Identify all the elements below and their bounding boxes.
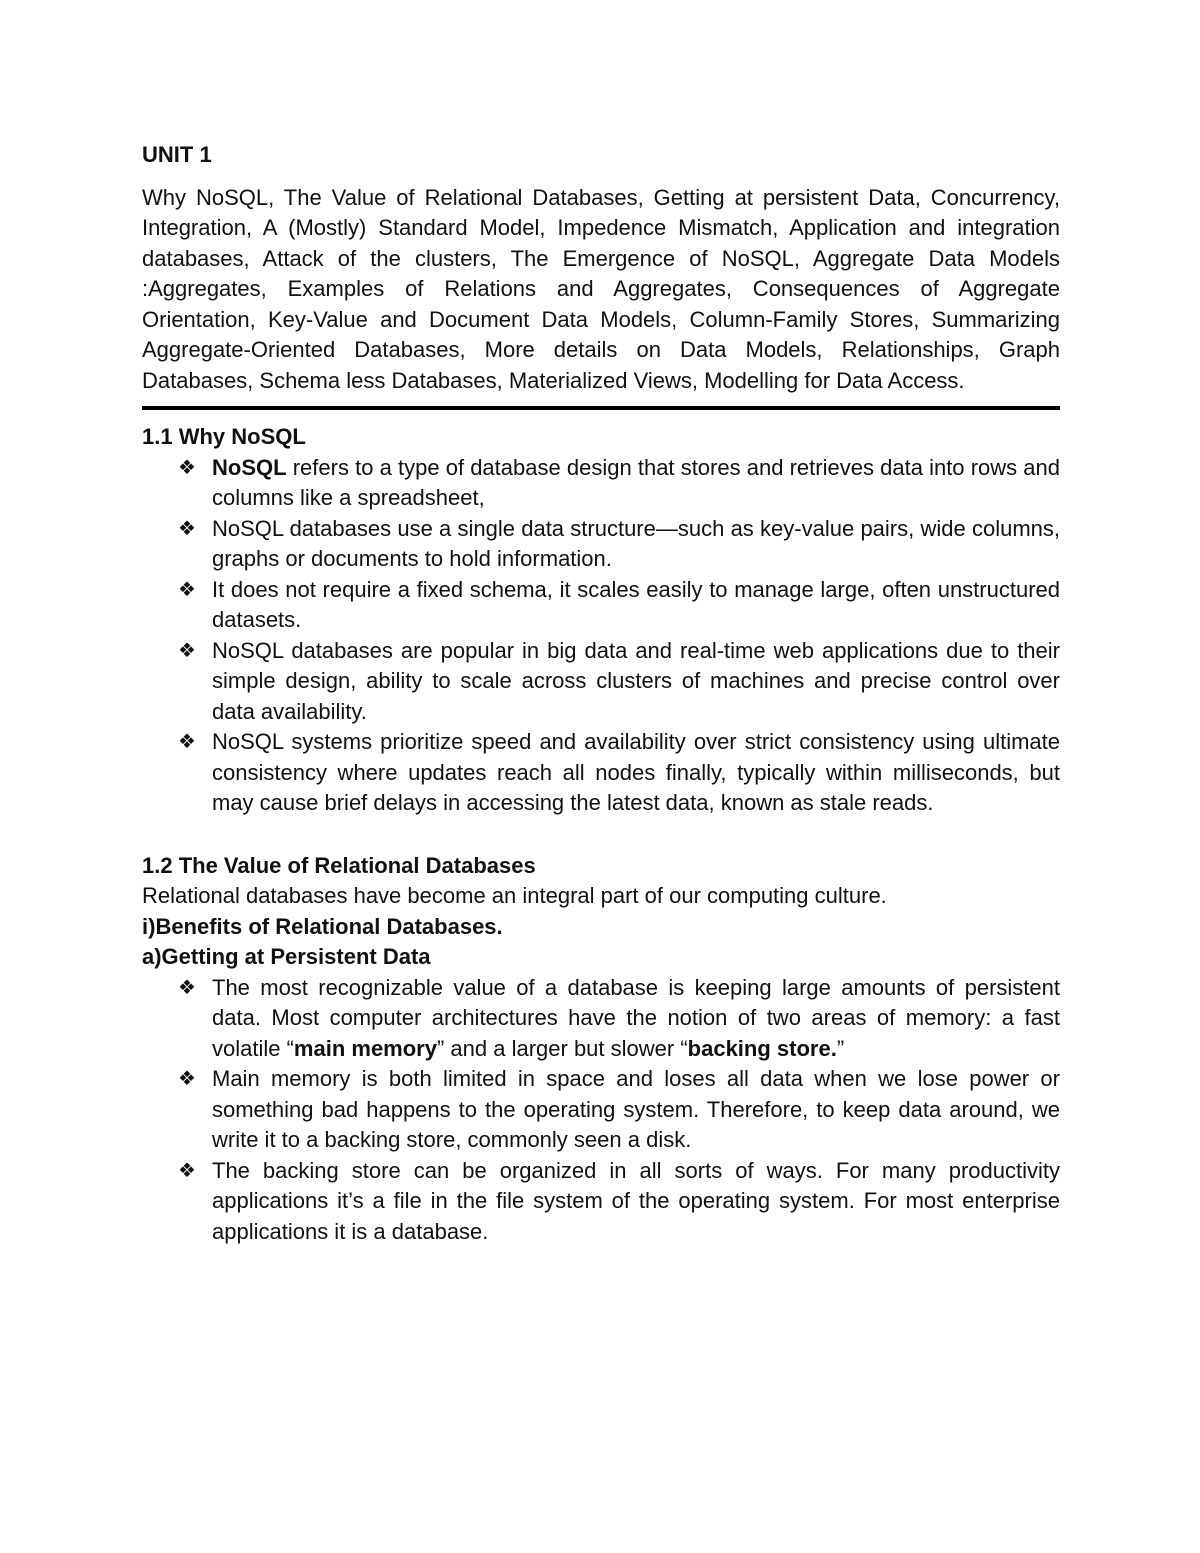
document-page: [142, 140, 1060, 1247]
why-nosql-list: [142, 453, 1060, 819]
list-item: [178, 973, 1060, 1065]
list-item: [178, 1064, 1060, 1156]
list-item-text: NoSQL systems prioritize speed and availability over strict consistency using ultimate consistency where updates reach all nodes finally, typically within milliseconds, but may cause brief delays in accessing the latest data, known as stale reads.: [212, 729, 1060, 815]
list-item: [178, 1156, 1060, 1248]
four-point-star-outline-icon: ❖: [178, 578, 196, 601]
list-item: [178, 636, 1060, 728]
four-point-star-outline-icon: ❖: [178, 639, 196, 662]
four-point-star-outline-icon: ❖: [178, 517, 196, 540]
unit-title: UNIT 1: [142, 142, 212, 167]
list-item: [178, 575, 1060, 636]
list-item: [178, 727, 1060, 819]
list-item-text: NoSQL databases use a single data structure—such as key-value pairs, wide columns, graphs or documents to hold information.: [212, 515, 1060, 571]
section-heading-why-nosql: 1.1 Why NoSQL: [142, 424, 306, 449]
list-item-text: The backing store can be organized in all sorts of ways. For many productivity applications it’s a file in the file system of the operating system. For most enterprise applications it is a database.: [212, 1157, 1060, 1244]
list-item-text: The most recognizable value of a database is keeping large amounts of persistent data. Most computer architectures have the notion of two areas of memory: a fast volatile “: [212, 974, 1060, 1061]
list-item-text: refers to a type of database design that stores and retrieves data into rows and columns like a spreadsheet,: [212, 454, 1060, 510]
spacer: [142, 819, 1060, 851]
four-point-star-outline-icon: ❖: [178, 1159, 196, 1182]
persistent-data-list: [142, 973, 1060, 1248]
unit-syllabus: Why NoSQL, The Value of Relational Databases, Getting at persistent Data, Concurrency, Integration, A (Mostly) Standard Model, Impedence Mismatch, Application and integration databases, Attack of the clusters, The Emergence of NoSQL, Aggregate Data Models :Aggregates, Examples of Relations and Aggregates, Consequences of Aggregate Orientation, Key-Value and Document Data Models, Column-Family Stores, Summarizing Aggregate-Oriented Databases, More details on Data Models, Relationships, Graph Databases, Schema less Databases, Materialized Views, Modelling for Data Access.: [142, 184, 1060, 393]
four-point-star-outline-icon: ❖: [178, 456, 196, 479]
bold-term: main memory: [293, 1035, 437, 1061]
bold-term: NoSQL: [212, 454, 287, 480]
four-point-star-outline-icon: ❖: [178, 976, 196, 999]
section-heading-relational-value: 1.2 The Value of Relational Databases: [142, 852, 536, 878]
subheading-persistent-data: a)Getting at Persistent Data: [142, 944, 431, 969]
four-point-star-outline-icon: ❖: [178, 731, 196, 753]
four-point-star-outline-icon: ❖: [178, 1068, 196, 1090]
list-item: [178, 453, 1060, 514]
bold-term: backing store.: [687, 1035, 837, 1061]
section-divider: [142, 406, 1060, 410]
list-item-text: NoSQL databases are popular in big data and real-time web applications due to their simple design, ability to scale across clusters of machines and precise control over data availability.: [212, 637, 1060, 724]
list-item-text: It does not require a fixed schema, it scales easily to manage large, often unstructured datasets.: [212, 576, 1060, 632]
list-item-text: Main memory is both limited in space and loses all data when we lose power or something bad happens to the operating system. Therefore, to keep data around, we write it to a backing store, commonly seen a disk.: [212, 1066, 1060, 1152]
subheading-benefits: i)Benefits of Relational Databases.: [142, 913, 503, 939]
list-item-text: ” and a larger but slower “: [436, 1035, 688, 1061]
list-item-text: ”: [836, 1035, 845, 1061]
list-item: [178, 514, 1060, 575]
section-intro: Relational databases have become an integral part of our computing culture.: [142, 883, 887, 908]
